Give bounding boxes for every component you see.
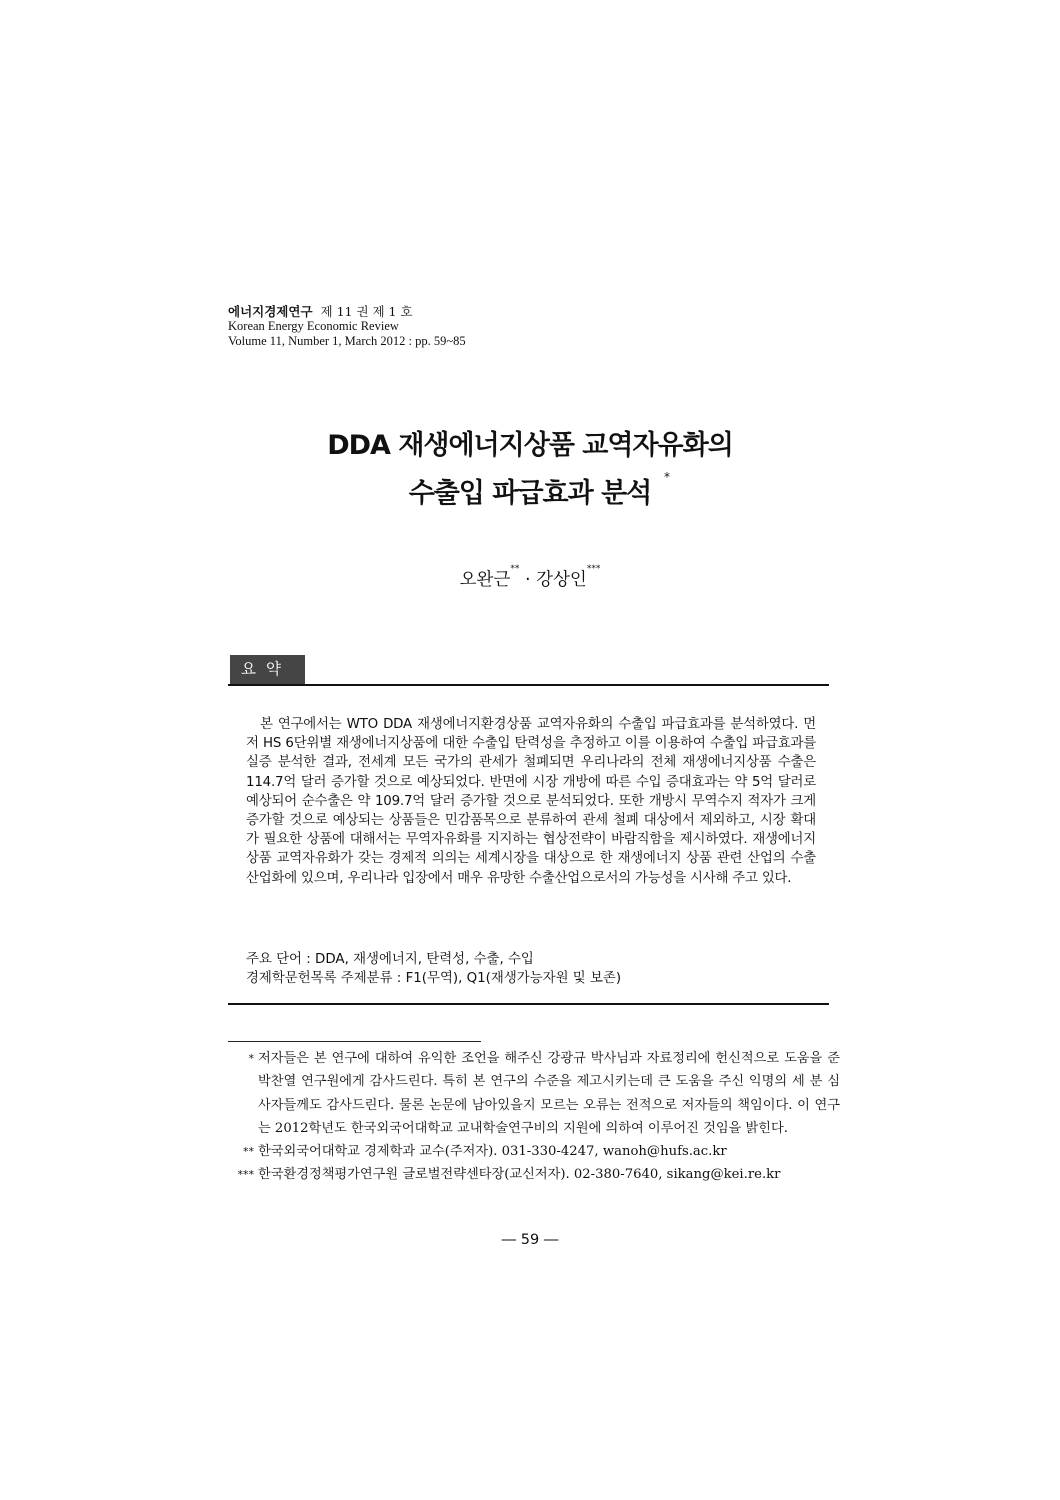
jel-classification-line: 경제학문헌목록 주제분류 : F1(무역), Q1(재생가능자원 및 보존)	[246, 971, 622, 986]
abstract-heading: 요약	[230, 655, 305, 684]
footnote-text: 한국외국어대학교 경제학과 교수(주저자). 031-330-4247, wanoh@hufs.ac.kr	[258, 1144, 727, 1160]
footnote-acknowledgement	[228, 1047, 840, 1140]
footnote-mark: *	[248, 1052, 254, 1065]
journal-citation: Volume 11, Number 1, March 2012 : pp. 59~85	[228, 334, 466, 348]
author-footnote-mark: ***	[586, 564, 601, 574]
journal-line-korean	[228, 304, 466, 319]
journal-name-english: Korean Energy Economic Review	[228, 319, 399, 333]
abstract-bottom-rule	[228, 1003, 829, 1005]
footnote-corresponding-author	[228, 1163, 840, 1186]
abstract-top-rule	[228, 684, 829, 686]
footnote-first-author	[228, 1140, 840, 1163]
author-name: 오완근	[459, 570, 511, 590]
footnote-mark: ***	[237, 1168, 254, 1182]
keywords-line: 주요 단어 : DDA, 재생에너지, 탄력성, 수출, 수입	[246, 952, 534, 967]
journal-volume-korean: 제 11 권 제 1 호	[320, 304, 413, 319]
footnote-separator	[228, 1041, 481, 1042]
title-footnote-mark: *	[664, 470, 670, 484]
author-list	[0, 566, 1060, 591]
paper-title-line-1: DDA 재생에너지상품 교역자유화의	[327, 430, 733, 461]
keyword-block	[246, 950, 816, 988]
abstract-text: 본 연구에서는 WTO DDA 재생에너지환경상품 교역자유화의 수출입 파급효과를 분석하였다. 먼저 HS 6단위별 재생에너지상품에 대한 수출입 탄력성을 추정하고 이를 이용하여 수출입 파급효과를 실증 분석한 결과, 전세계 모든 국가의 관세가 철폐되면 우리나라의 전체 재생에너지상품 수출은 114.7억 달러 증가할 것으로 예상되었다. 반면에 시장 개방에 따른 수입 증대효과는 약 5억 달러로 예상되어 순수출은 약 109.7억 달러 증가할 것으로 분석되었다. 또한 개방시 무역수지 적자가 크게 증가할 것으로 예상되는 상품들은 민감품목으로 분류하여 관세 철폐 대상에서 제외하고, 시장 확대가 필요한 상품에 대해서는 무역자유화를 지지하는 협상전략이 바람직함을 제시하였다. 재생에너지상품 교역자유화가 갖는 경제적 의의는 세계시장을 대상으로 한 재생에너지 상품 관련 산업의 수출산업화에 있으며, 우리나라 입장에서 매우 유망한 수출산업으로서의 가능성을 시사해 주고 있다.	[246, 717, 816, 886]
footnote-list	[228, 1047, 840, 1187]
author-separator: ·	[524, 570, 531, 590]
footnote-text: 저자들은 본 연구에 대하여 유익한 조언을 해주신 강광규 박사님과 자료정리에 헌신적으로 도움을 준 박찬열 연구원에게 감사드린다. 특히 본 연구의 수준을 제고시키는데 큰 도움을 주신 익명의 세 분 심사자들께도 감사드린다. 물론 논문에 남아있을지 모르는 오류는 전적으로 저자들의 책임이다. 이 연구는 2012학년도 한국외국어대학교 교내학술연구비의 지원에 의하여 이루어진 것임을 밝힌다.	[258, 1051, 840, 1136]
journal-header	[228, 304, 466, 349]
author-name: 강상인	[536, 570, 587, 590]
page-number: ― 59 ―	[501, 1232, 559, 1248]
footnote-text: 한국환경정책평가연구원 글로벌전략센타장(교신저자). 02-380-7640, sikang@kei.re.kr	[258, 1167, 781, 1183]
journal-name-korean: 에너지경제연구	[228, 304, 313, 319]
author-footnote-mark: **	[510, 564, 520, 574]
footnote-mark: **	[243, 1145, 254, 1159]
paper-title-line-2: 수출입 파급효과 분석	[408, 478, 652, 509]
